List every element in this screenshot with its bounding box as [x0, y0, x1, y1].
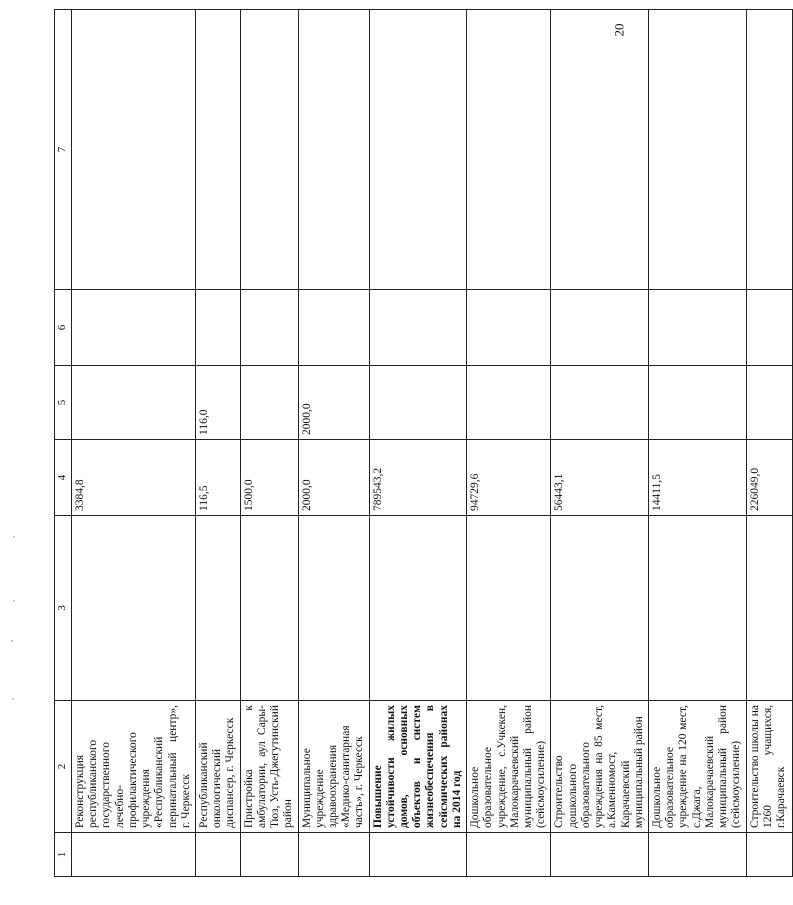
value-col-4-cell: 1500,0	[240, 440, 298, 516]
object-name-cell: Муниципальное учреждение здравоохранения «Медико-санитарная часть», г. Черкесск	[298, 701, 369, 833]
value-col-5-cell	[240, 366, 298, 440]
object-name-cell: Дошкольное образовательное учреждение, с.Учкекен, Малокарачаевский муниципальный район (сейсмоусиление)	[467, 701, 551, 833]
table-row	[195, 10, 240, 877]
value-col-3-cell	[195, 516, 240, 701]
value-col-3-cell	[72, 516, 196, 701]
value-col-6-cell	[72, 290, 196, 366]
row-number-cell	[298, 833, 369, 877]
object-name-cell: Пристройка к амбулатории, аул Сары-Тюз, Усть-Джегутинский район	[240, 701, 298, 833]
value-col-3-cell	[467, 516, 551, 701]
value-col-7-cell	[551, 10, 649, 290]
page-number: 20	[611, 23, 627, 37]
header-col-7: 7	[55, 10, 72, 290]
value-col-6-cell	[746, 290, 792, 366]
value-col-6-cell	[369, 290, 467, 366]
row-number-cell	[467, 833, 551, 877]
value-col-3-cell	[746, 516, 792, 701]
value-col-7-cell	[369, 10, 467, 290]
value-col-3-cell	[369, 516, 467, 701]
value-col-7-cell	[195, 10, 240, 290]
value-col-5-cell	[72, 366, 196, 440]
value-col-5-cell	[369, 366, 467, 440]
table-row	[551, 10, 649, 877]
table-row	[72, 10, 196, 877]
value-col-4-cell: 226049,0	[746, 440, 792, 516]
scan-speck	[11, 640, 13, 642]
value-col-6-cell	[240, 290, 298, 366]
object-name-cell: Реконструкция республиканского государственного лечебно-профилактического учреждения «Республиканский перинатальный центр», г. Черкесск	[72, 701, 196, 833]
table-row	[746, 10, 792, 877]
row-number-cell	[648, 833, 746, 877]
value-col-3-cell	[551, 516, 649, 701]
value-col-7-cell	[240, 10, 298, 290]
table-row	[648, 10, 746, 877]
table-row	[298, 10, 369, 877]
object-name-cell: Повышение устойчивости жилых домов, основных объектов и систем жизнеобеспечения в сейсмических районах на 2014 год	[369, 701, 467, 833]
value-col-5-cell: 2000,0	[298, 366, 369, 440]
scan-speck	[13, 536, 15, 538]
object-name-cell: Дошкольное образовательное учреждение на 120 мест, с.Джага, Малокарачаевский муниципальный район (сейсмоусиление)	[648, 701, 746, 833]
value-col-3-cell	[240, 516, 298, 701]
value-col-7-cell	[746, 10, 792, 290]
object-name-cell: Строительство школы на 1260 учащихся, г.Карачаевск	[746, 701, 792, 833]
value-col-5-cell	[467, 366, 551, 440]
value-col-7-cell	[467, 10, 551, 290]
table-row	[240, 10, 298, 877]
row-number-cell	[369, 833, 467, 877]
object-name-cell: Строительство дошкольного образовательного учреждения на 85 мест, а.Каменномост, Карачаевский муниципальный район	[551, 701, 649, 833]
row-number-cell	[551, 833, 649, 877]
value-col-7-cell	[298, 10, 369, 290]
header-row	[55, 10, 72, 877]
value-col-6-cell	[467, 290, 551, 366]
value-col-6-cell	[195, 290, 240, 366]
header-col-2: 2	[55, 701, 72, 833]
value-col-6-cell	[648, 290, 746, 366]
value-col-5-cell	[746, 366, 792, 440]
header-col-3: 3	[55, 516, 72, 701]
header-col-1: 1	[55, 833, 72, 877]
value-col-4-cell: 116,5	[195, 440, 240, 516]
table-row	[369, 10, 467, 877]
value-col-5-cell	[551, 366, 649, 440]
value-col-6-cell	[551, 290, 649, 366]
value-col-4-cell: 14411,5	[648, 440, 746, 516]
table-body	[72, 10, 793, 877]
scan-speck	[12, 698, 14, 700]
value-col-4-cell: 2000,0	[298, 440, 369, 516]
data-table	[54, 9, 793, 877]
value-col-5-cell	[648, 366, 746, 440]
row-number-cell	[72, 833, 196, 877]
row-number-cell	[240, 833, 298, 877]
rotated-table-container	[54, 10, 787, 877]
value-col-3-cell	[648, 516, 746, 701]
table-row	[467, 10, 551, 877]
header-col-5: 5	[55, 366, 72, 440]
object-name-cell: Республиканский онкологический диспансер, г. Черкесск	[195, 701, 240, 833]
value-col-4-cell: 789543,2	[369, 440, 467, 516]
scan-speck	[13, 600, 15, 602]
value-col-4-cell: 3384,8	[72, 440, 196, 516]
value-col-4-cell: 94729,6	[467, 440, 551, 516]
value-col-4-cell: 56443,1	[551, 440, 649, 516]
value-col-5-cell: 116,0	[195, 366, 240, 440]
header-col-4: 4	[55, 440, 72, 516]
header-col-6: 6	[55, 290, 72, 366]
row-number-cell	[746, 833, 792, 877]
row-number-cell	[195, 833, 240, 877]
value-col-7-cell	[72, 10, 196, 290]
value-col-7-cell	[648, 10, 746, 290]
value-col-6-cell	[298, 290, 369, 366]
value-col-3-cell	[298, 516, 369, 701]
